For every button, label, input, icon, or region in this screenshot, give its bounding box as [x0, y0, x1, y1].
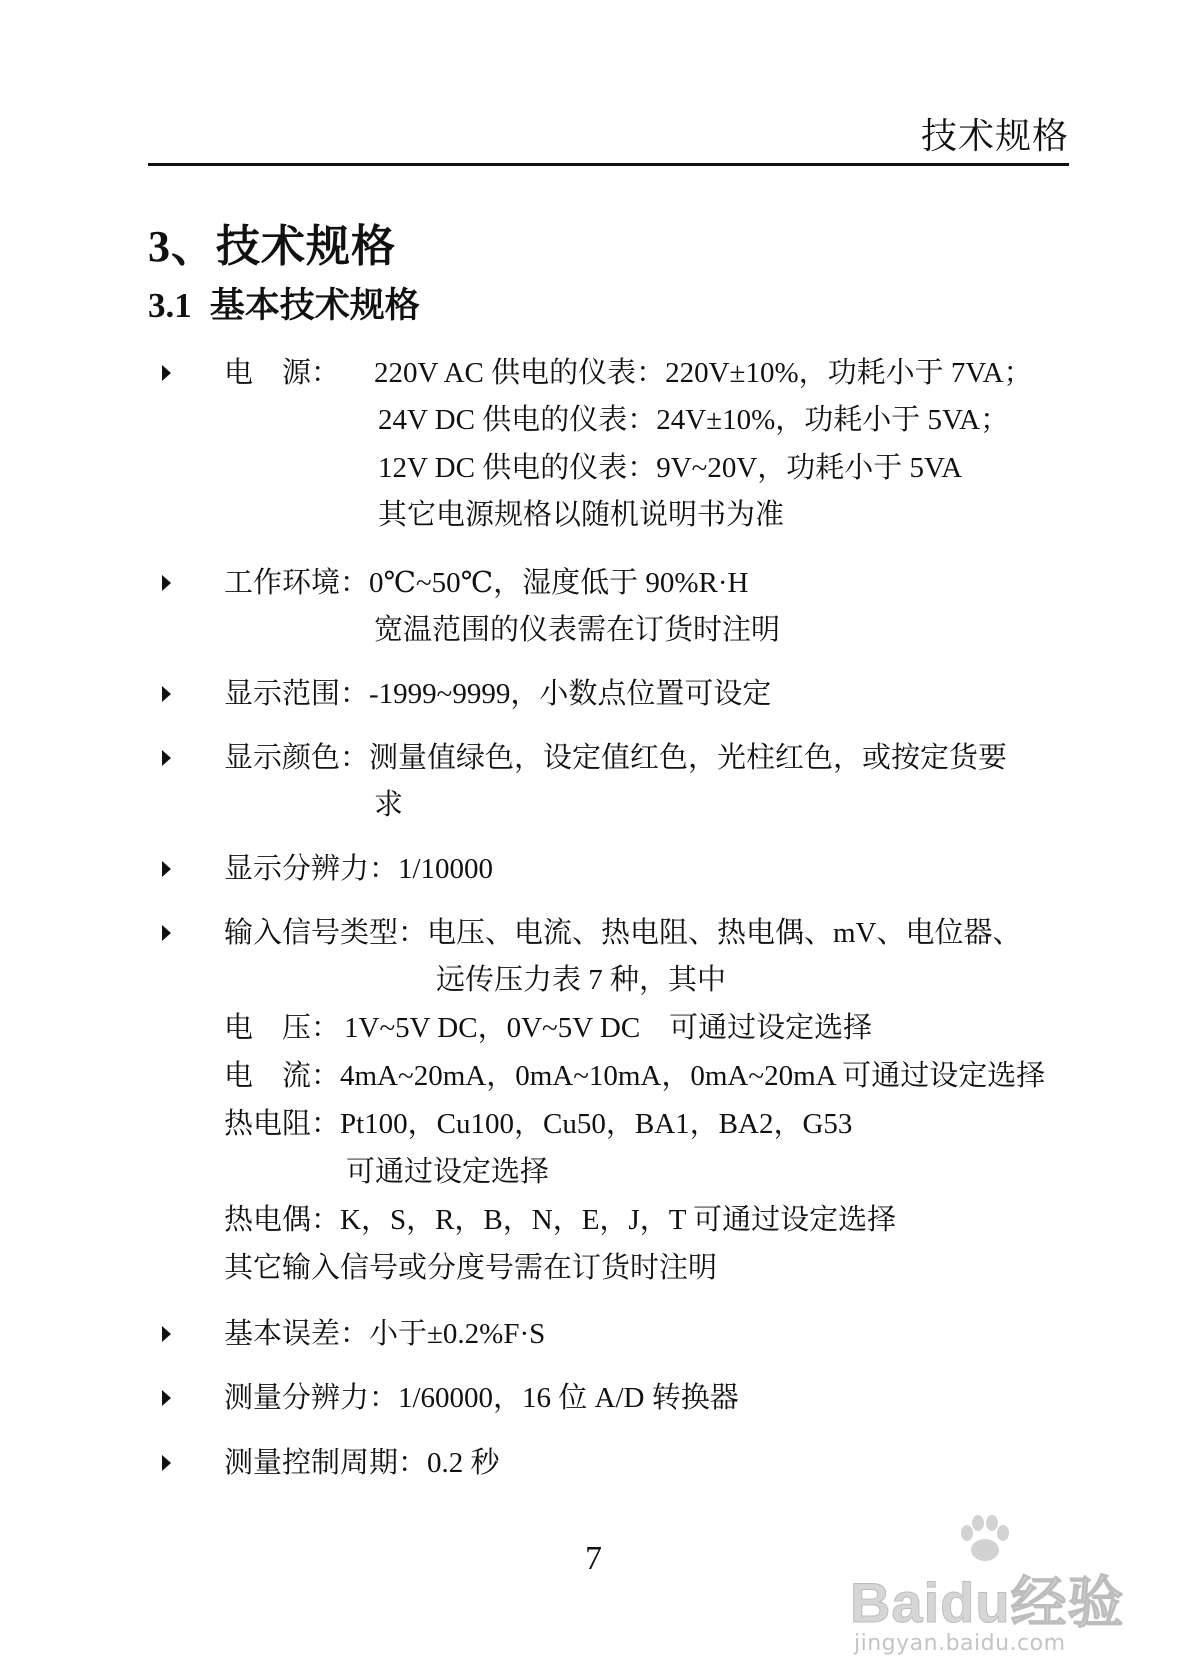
- bullet-icon: [162, 575, 171, 591]
- spec-basic-error: 基本误差：小于±0.2%F·S: [224, 1318, 546, 1350]
- spec-current: 4mA~20mA，0mA~10mA，0mA~20mA 可通过设定选择: [340, 1060, 1046, 1092]
- watermark-brand: Baidu经验: [850, 1571, 1125, 1634]
- spec-rtd: 热电阻：Pt100，Cu100，Cu50，BA1，BA2，G53: [224, 1108, 853, 1140]
- bullet-icon: [162, 925, 171, 941]
- paw-logo-icon: [958, 1515, 1012, 1563]
- spec-input-signal: 输入信号类型：电压、电流、热电阻、热电偶、mV、电位器、: [224, 917, 1022, 949]
- bullet-icon: [162, 1455, 171, 1471]
- spec-power-line: 24V DC 供电的仪表：24V±10%，功耗小于 5VA；: [378, 404, 1010, 436]
- page-number: 7: [585, 1540, 602, 1577]
- spec-display-color: 显示颜色：测量值绿色，设定值红色，光柱红色，或按定货要: [224, 742, 1008, 774]
- spec-power-label: 电 源：: [224, 357, 341, 389]
- spec-other-input: 其它输入信号或分度号需在订货时注明: [224, 1252, 718, 1284]
- running-header: 技术规格: [920, 116, 1069, 156]
- spec-environment: 工作环境：0℃~50℃，湿度低于 90%R·H: [224, 567, 749, 599]
- spec-display-resolution: 显示分辨力：1/10000: [224, 853, 494, 885]
- section-title-text: 基本技术规格: [209, 286, 420, 325]
- spec-voltage: 1V~5V DC，0V~5V DC 可通过设定选择: [344, 1012, 873, 1044]
- spec-measurement-resolution: 测量分辨力：1/60000，16 位 A/D 转换器: [224, 1382, 739, 1414]
- spec-control-cycle: 测量控制周期：0.2 秒: [224, 1447, 500, 1479]
- watermark-url: jingyan.baidu.com: [854, 1631, 1066, 1656]
- spec-display-color-cont: 求: [374, 789, 404, 821]
- baidu-watermark: [850, 1515, 1150, 1665]
- spec-environment-note: 宽温范围的仪表需在订货时注明: [374, 614, 781, 646]
- section-number: 3.1: [148, 286, 192, 325]
- spec-rtd-note: 可通过设定选择: [346, 1156, 550, 1188]
- spec-voltage-label: 电 压：: [224, 1012, 341, 1044]
- section-title: [148, 278, 420, 328]
- spec-input-signal-cont: 远传压力表 7 种，其中: [436, 964, 727, 996]
- bullet-icon: [162, 1390, 171, 1406]
- bullet-icon: [162, 686, 171, 702]
- bullet-icon: [162, 750, 171, 766]
- spec-display-range: 显示范围：-1999~9999，小数点位置可设定: [224, 678, 772, 710]
- spec-thermocouple: 热电偶：K，S，R，B，N，E，J，T 可通过设定选择: [224, 1204, 897, 1236]
- bullet-icon: [162, 365, 171, 381]
- spec-power-line: 其它电源规格以随机说明书为准: [378, 499, 785, 531]
- header-rule: [148, 163, 1069, 166]
- chapter-title: 3、技术规格: [148, 222, 396, 271]
- spec-power-line: 12V DC 供电的仪表：9V~20V，功耗小于 5VA: [378, 452, 963, 484]
- spec-current-label: 电 流：: [224, 1060, 341, 1092]
- bullet-icon: [162, 1326, 171, 1342]
- bullet-icon: [162, 861, 171, 877]
- spec-power-line: 220V AC 供电的仪表：220V±10%，功耗小于 7VA；: [374, 357, 1033, 389]
